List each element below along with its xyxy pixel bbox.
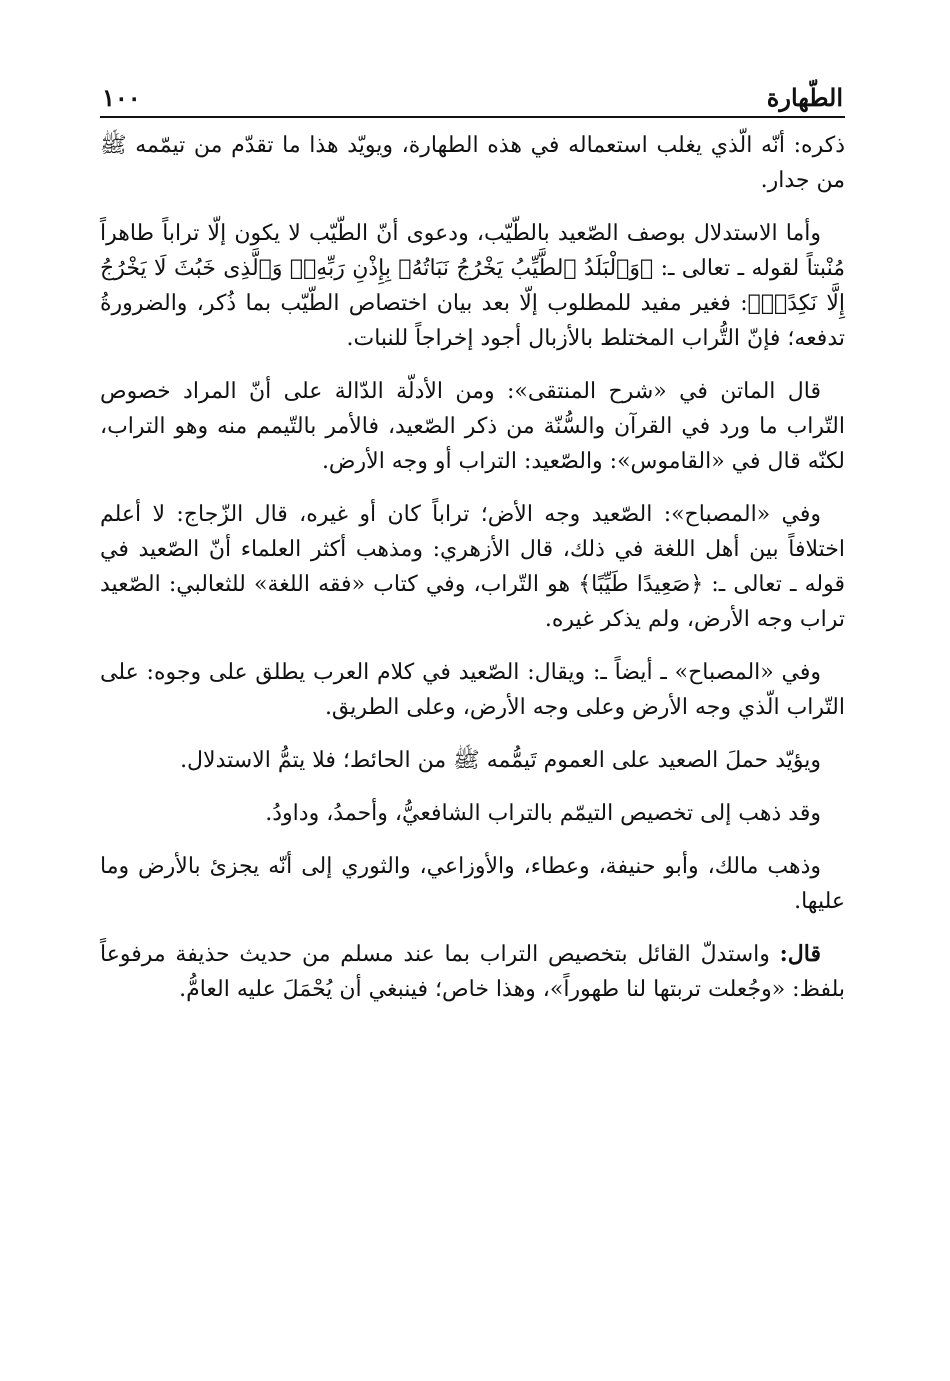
- paragraph: قال الماتن في «شرح المنتقى»: ومن الأدلّة الدّالة على أنّ المراد خصوص التّراب ما ورد في القرآن والسُّنّة من ذكر الصّعيد، فالأمر بالتّيمم منه وهو التراب، لكنّه قال في «القاموس»: والصّعيد: التراب أو وجه الأرض.: [100, 379, 845, 474]
- paragraph: وقد ذهب إلى تخصيص التيمّم بالتراب الشافعيُّ، وأحمدُ، وداودُ.: [265, 801, 821, 826]
- paragraph: وأما الاستدلال بوصف الصّعيد بالطّيّب، ودعوى أنّ الطّيّب لا يكون إلّا تراباً طاهراً مُنْبتاً لقوله ـ تعالى ـ: ﴿وَٱلْبَلَدُ ٱلطَّيِّبُ يَخْرُجُ نَبَاتُهُۥ بِإِذْنِ رَبِّهِۦۖ وَٱلَّذِى خَبُثَ لَا يَخْرُجُ إِلَّا نَكِدًاۚ﴾: فغير مفيد للمطلوب إلّا بعد بيان اختصاص الطّيّب بما ذُكر، والضرورةُ تدفعه؛ فإنّ التُّراب المختلط بالأزبال أجود إخراجاً للنبات.: [100, 221, 845, 351]
- paragraph: ذكره: أنّه الّذي يغلب استعماله في هذه الطهارة، ويويّد هذا ما تقدّم من تيمّمه ﷺ من جدار.: [100, 133, 845, 193]
- paragraph: ويؤيّد حملَ الصعيد على العموم تَيمُّمه ﷺ من الحائط؛ فلا يتمُّ الاستدلال.: [180, 748, 821, 773]
- paragraph-qawl: [100, 937, 845, 1007]
- qawl-lead: قال:: [779, 941, 821, 967]
- book-page: [100, 70, 845, 1025]
- chapter-title: الطّهارة: [766, 83, 843, 112]
- page-body: [100, 128, 845, 1007]
- header-rule: [100, 116, 845, 118]
- page-header: [100, 70, 845, 114]
- paragraph: وفي «المصباح» ـ أيضاً ـ: ويقال: الصّعيد في كلام العرب يطلق على وجوه: على التّراب الّذي وجه الأرض وعلى وجه الأرض، وعلى الطريق.: [100, 660, 845, 720]
- page-number: ١٠٠: [102, 83, 141, 112]
- qawl-text: واستدلّ القائل بتخصيص التراب بما عند مسلم من حديث حذيفة مرفوعاً بلفظ: «وجُعلت تربتها لنا طهوراً»، وهذا خاص؛ فينبغي أن يُحْمَلَ عليه العامُّ.: [100, 942, 845, 1002]
- paragraph: وفي «المصباح»: الصّعيد وجه الأض؛ تراباً كان أو غيره، قال الزّجاج: لا أعلم اختلافاً بين أهل اللغة في ذلك، قال الأزهري: ومذهب أكثر العلماء أنّ الصّعيد في قوله ـ تعالى ـ: ﴿صَعِيدًا طَيِّبًا﴾ هو التّراب، وفي كتاب «فقه اللغة» للثعالبي: الصّعيد تراب وجه الأرض، ولم يذكر غيره.: [100, 502, 845, 632]
- paragraph: وذهب مالك، وأبو حنيفة، وعطاء، والأوزاعي، والثوري إلى أنّه يجزئ بالأرض وما عليها.: [100, 854, 845, 914]
